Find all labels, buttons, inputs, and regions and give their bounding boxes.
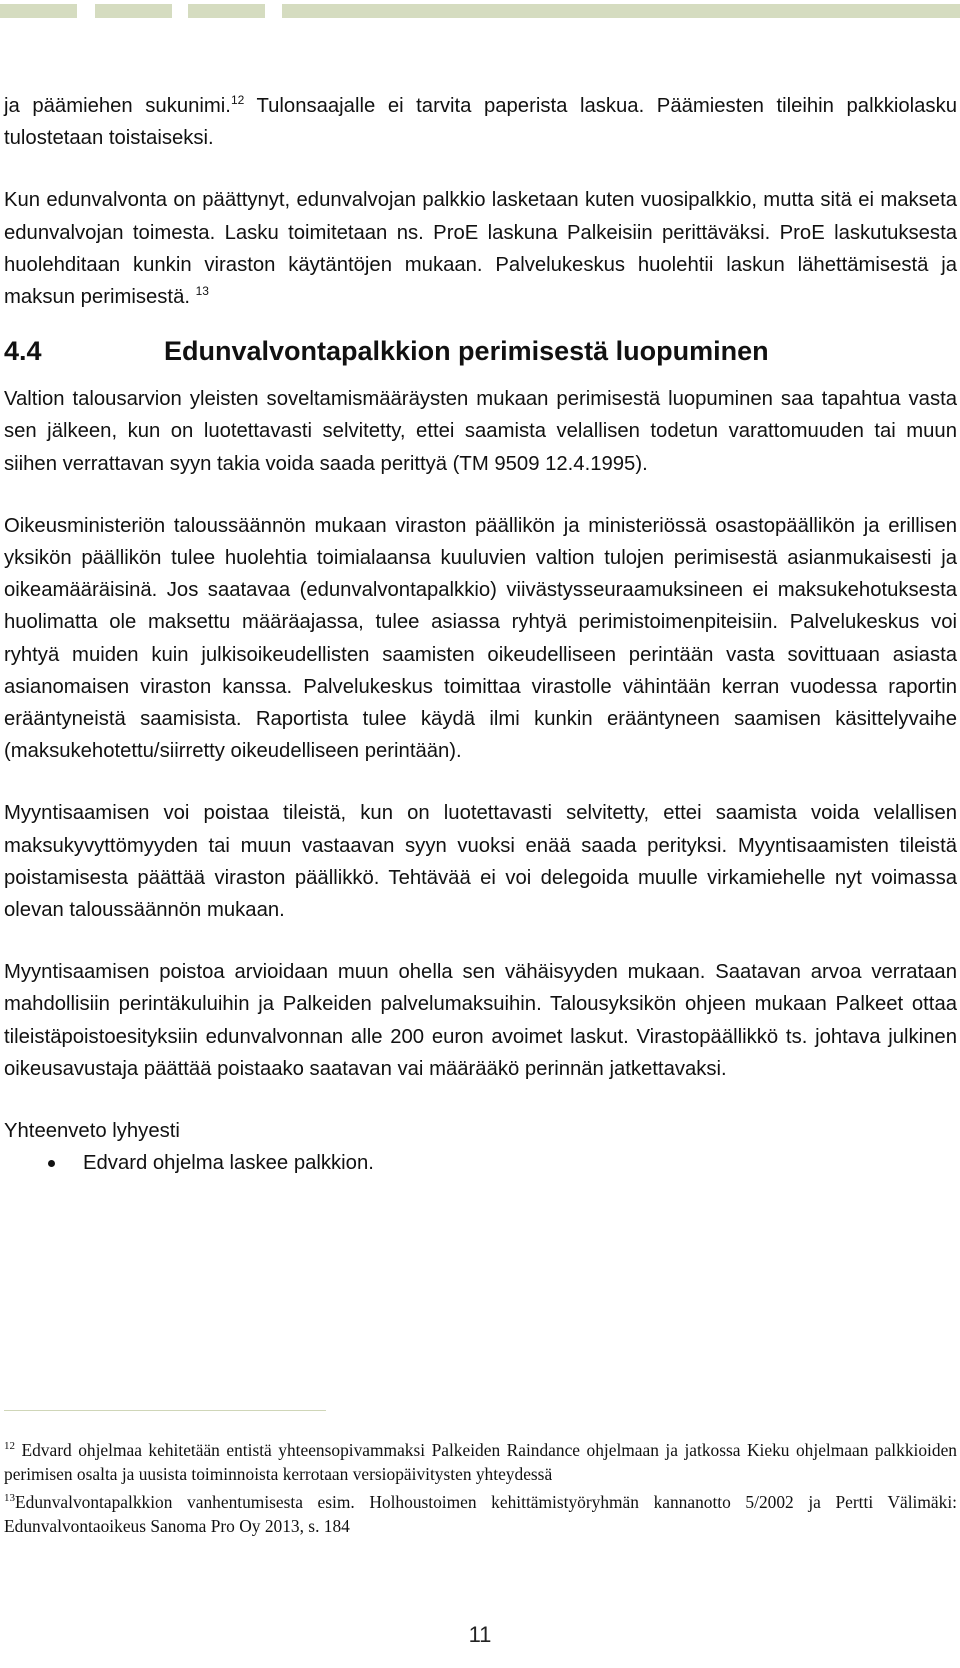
- list-item: [4, 1147, 957, 1179]
- section-paragraph: Oikeusministeriön taloussäännön mukaan viraston päällikön ja ministeriössä osastopäällikön ja erillisen yksikön päällikön tulee huolehtia toimialaansa kuuluvien valtion tulojen perimisestä asianmukaisesti ja oikeamääräisinä. Jos saatavaa (edunvalvontapalkkio) viivästysseuraamuksineen ei maksukehotuksesta huolimatta ole maksettu määräajassa, tulee asiassa ryhtyä perimistoimenpiteisiin. Palvelukeskus voi ryhtyä muiden kuin julkisoikeudellisten saamisten oikeudelliseen perintään vasta sovittuaan asiasta asianomaisen viraston kanssa. Palvelukeskus toimittaa virastolle vähintään kerran vuodessa raportin erääntyneistä saamisista. Raportista tulee käydä ilmi kunkin erääntyneen saamisen käsittelyvaihe (maksukehotettu/siirretty oikeudelliseen perintään).: [4, 514, 957, 763]
- header-bar-segment: [0, 4, 77, 18]
- footnote-number: 12: [4, 1440, 15, 1452]
- footnote-text: Edvard ohjelmaa kehitetään entistä yhteensopivammaksi Palkeiden Raindance ohjelmaan ja jatkossa Kieku ohjelmaan palkkioiden perimisen osalta ja uusista toiminnoista kerrotaan versiopäivitysten yhteydessä: [4, 1440, 957, 1484]
- footnote-13: [4, 1490, 957, 1538]
- page-body: [4, 90, 957, 1179]
- page-number: 11: [468, 1622, 492, 1647]
- bullet-icon: [48, 1160, 55, 1167]
- intro-paragraph-1: [4, 90, 957, 154]
- intro-paragraph-2: [4, 184, 957, 313]
- list-item-text: Edvard ohjelma laskee palkkion.: [83, 1152, 374, 1175]
- footnote-text: Edunvalvontapalkkion vanhentumisesta esim. Holhoustoimen kehittämistyöryhmän kannanotto 5/2002 ja Pertti Välimäki: Edunvalvontaoikeus Sanoma Pro Oy 2013, s. 184: [4, 1492, 957, 1536]
- header-bar-segment: [188, 4, 265, 18]
- header-bar-segment: [95, 4, 172, 18]
- summary-label: Yhteenveto lyhyesti: [4, 1120, 180, 1143]
- intro-text: Tulonsaajalle ei tarvita paperista laskua. Päämiesten tileihin palkkiolasku tulostetaan toistaiseksi.: [4, 95, 957, 150]
- footnote-ref-13[interactable]: 13: [195, 284, 209, 299]
- header-bar-segment: [282, 4, 960, 18]
- section-title: Edunvalvontapalkkion perimisestä luopuminen: [164, 336, 769, 367]
- section-paragraph: Myyntisaamisen voi poistaa tileistä, kun on luotettavasti selvitetty, ettei saamista voida velallisen maksukyvyttömyyden tai muun vastaavan syyn vuoksi enää saada perityksi. Myyntisaamisten tileistä poistamisesta päättää viraston päällikkö. Tehtävää ei voi delegoida muulle virkamiehelle nyt voimassa olevan taloussäännön mukaan.: [4, 802, 957, 922]
- header-decorative-bar: [0, 4, 960, 18]
- footnote-ref-12[interactable]: 12: [230, 93, 245, 107]
- footnote-separator: [4, 1410, 326, 1411]
- section-heading: [4, 331, 957, 371]
- section-paragraph: Myyntisaamisen poistoa arvioidaan muun ohella sen vähäisyyden mukaan. Saatavan arvoa verrataan mahdollisiin perintäkuluihin ja Palkeiden palvelumaksuihin. Talousyksikön ohjeen mukaan Palkeet ottaa tileistäpoistoesityksiin edunvalvonnan alle 200 euron avoimet laskut. Virastopäällikkö ts. johtava julkinen oikeusavustaja päättää poistaako saatavan vai määrääkö perinnän jatkettavaksi.: [4, 961, 957, 1080]
- footnote-12: [4, 1438, 957, 1486]
- footnotes: [4, 1438, 957, 1538]
- intro-text: ja päämiehen sukunimi.: [4, 95, 231, 117]
- footnote-number: 13: [4, 1492, 15, 1504]
- section-paragraph: Valtion talousarvion yleisten soveltamismääräysten mukaan perimisestä luopuminen saa tapahtua vasta sen jälkeen, kun on luotettavasti selvitetty, ettei saamista velallisen todetun varattomuuden tai muun siihen verrattavan syyn takia voida saada perittyä (TM 9509 12.4.1995).: [4, 388, 957, 475]
- intro-text: Kun edunvalvonta on päättynyt, edunvalvojan palkkio lasketaan kuten vuosipalkkio, mutta sitä ei makseta edunvalvojan toimesta. Lasku toimitetaan ns. ProE laskuna Palkeisiin perittäväksi. ProE laskutuksesta huolehditaan kunkin viraston käytäntöjen mukaan. Palvelukeskus huolehtii laskun lähettämisestä ja maksun perimisestä.: [4, 189, 957, 309]
- section-number: 4.4: [4, 336, 42, 367]
